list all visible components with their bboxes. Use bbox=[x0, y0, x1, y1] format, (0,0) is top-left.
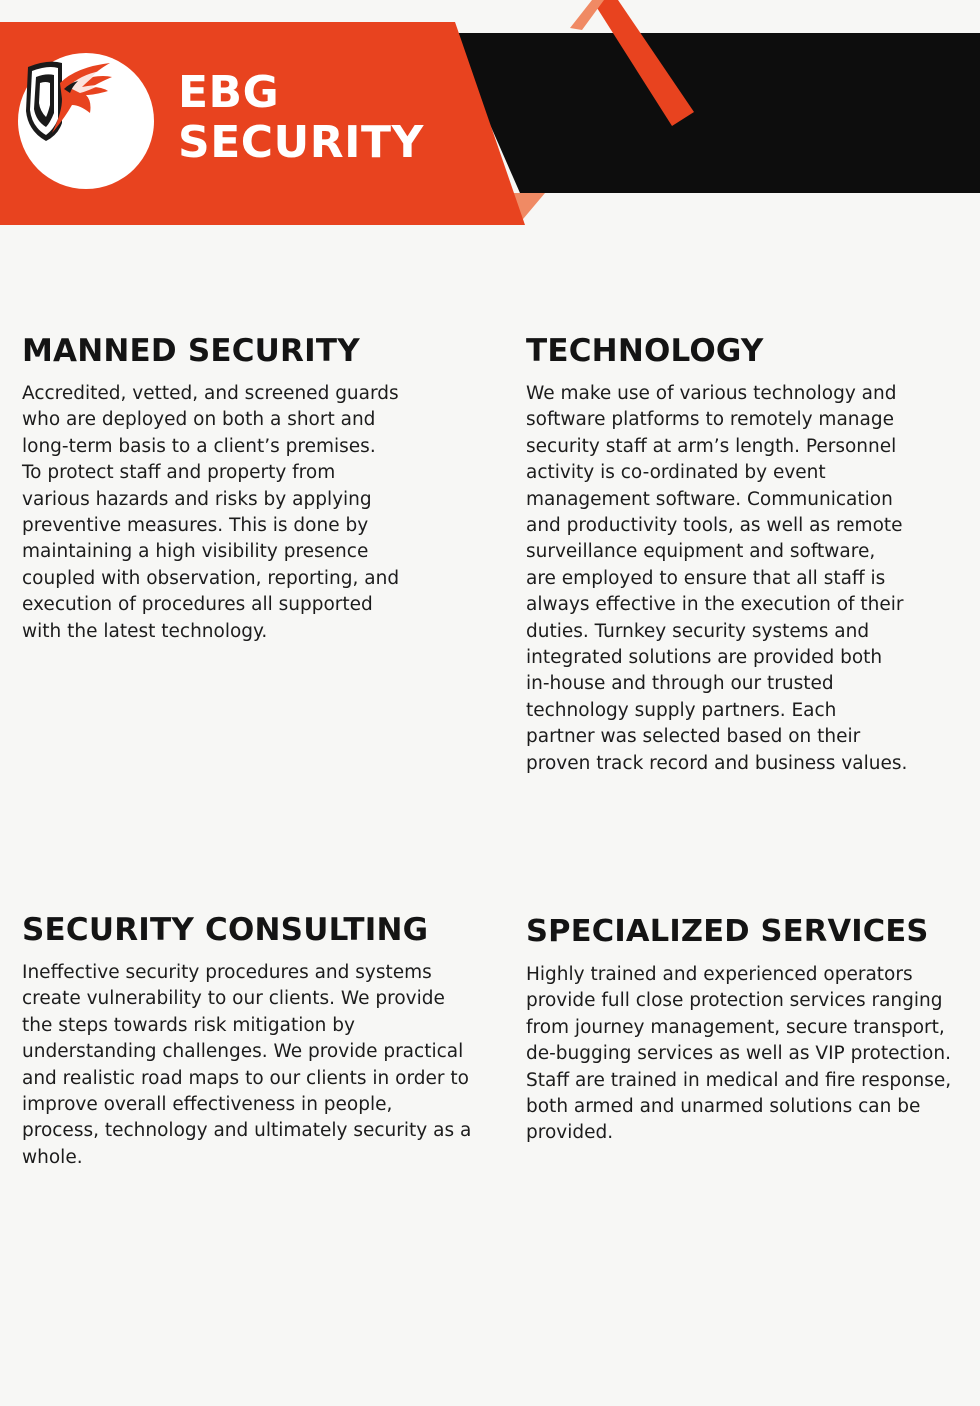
black-band bbox=[450, 33, 980, 193]
section-security-consulting bbox=[22, 912, 472, 1171]
section-body: We make use of various technology and software platforms to remotely manage security staff at arm’s length. Personnel activity is co-ordinated by event management software. Communication and productivity tools, as well as remote surveillance equipment and software, are employed to ensure that all staff is always effective in the execution of their duties. Turnkey security systems and integrated solutions are provided both in-house and through our trusted technology supply partners. Each partner was selected based on their proven track record and business values. bbox=[526, 383, 908, 774]
section-title: MANNED SECURITY bbox=[22, 333, 360, 369]
section-specialized-services bbox=[526, 914, 966, 1147]
section-technology bbox=[526, 333, 910, 777]
section-title: SECURITY CONSULTING bbox=[22, 912, 429, 948]
logo-badge bbox=[18, 53, 154, 189]
header-banner bbox=[0, 0, 980, 240]
section-body: Ineffective security procedures and systems create vulnerability to our clients. We provide the steps towards risk mitigation by understanding challenges. We provide practical and realistic road maps to our clients in order to improve overall effectiveness in people, process, technology and ultimately security as a whole. bbox=[22, 962, 472, 1168]
section-body: Accredited, vetted, and screened guards who are deployed on both a short and long-term basis to a client’s premises. To protect staff and property from various hazards and risks by applying preventive measures. This is done by maintaining a high visibility presence coupled with observation, reporting, and execution of procedures all supported with the latest technology. bbox=[22, 383, 400, 642]
section-title: SPECIALIZED SERVICES bbox=[526, 914, 929, 949]
eagle-shield-icon bbox=[18, 53, 118, 145]
brand-line-1: EBG bbox=[178, 67, 280, 118]
section-title: TECHNOLOGY bbox=[526, 333, 764, 369]
section-manned-security bbox=[22, 333, 400, 645]
brand-name bbox=[178, 68, 424, 168]
accent-slash-tip bbox=[570, 0, 604, 30]
brand-line-2: SECURITY bbox=[178, 117, 424, 168]
section-body: Highly trained and experienced operators provide full close protection services ranging from journey management, secure transport, de-bugging services as well as VIP protection. Staff are trained in medical and fire response, both armed and unarmed solutions can be provided. bbox=[526, 964, 952, 1144]
